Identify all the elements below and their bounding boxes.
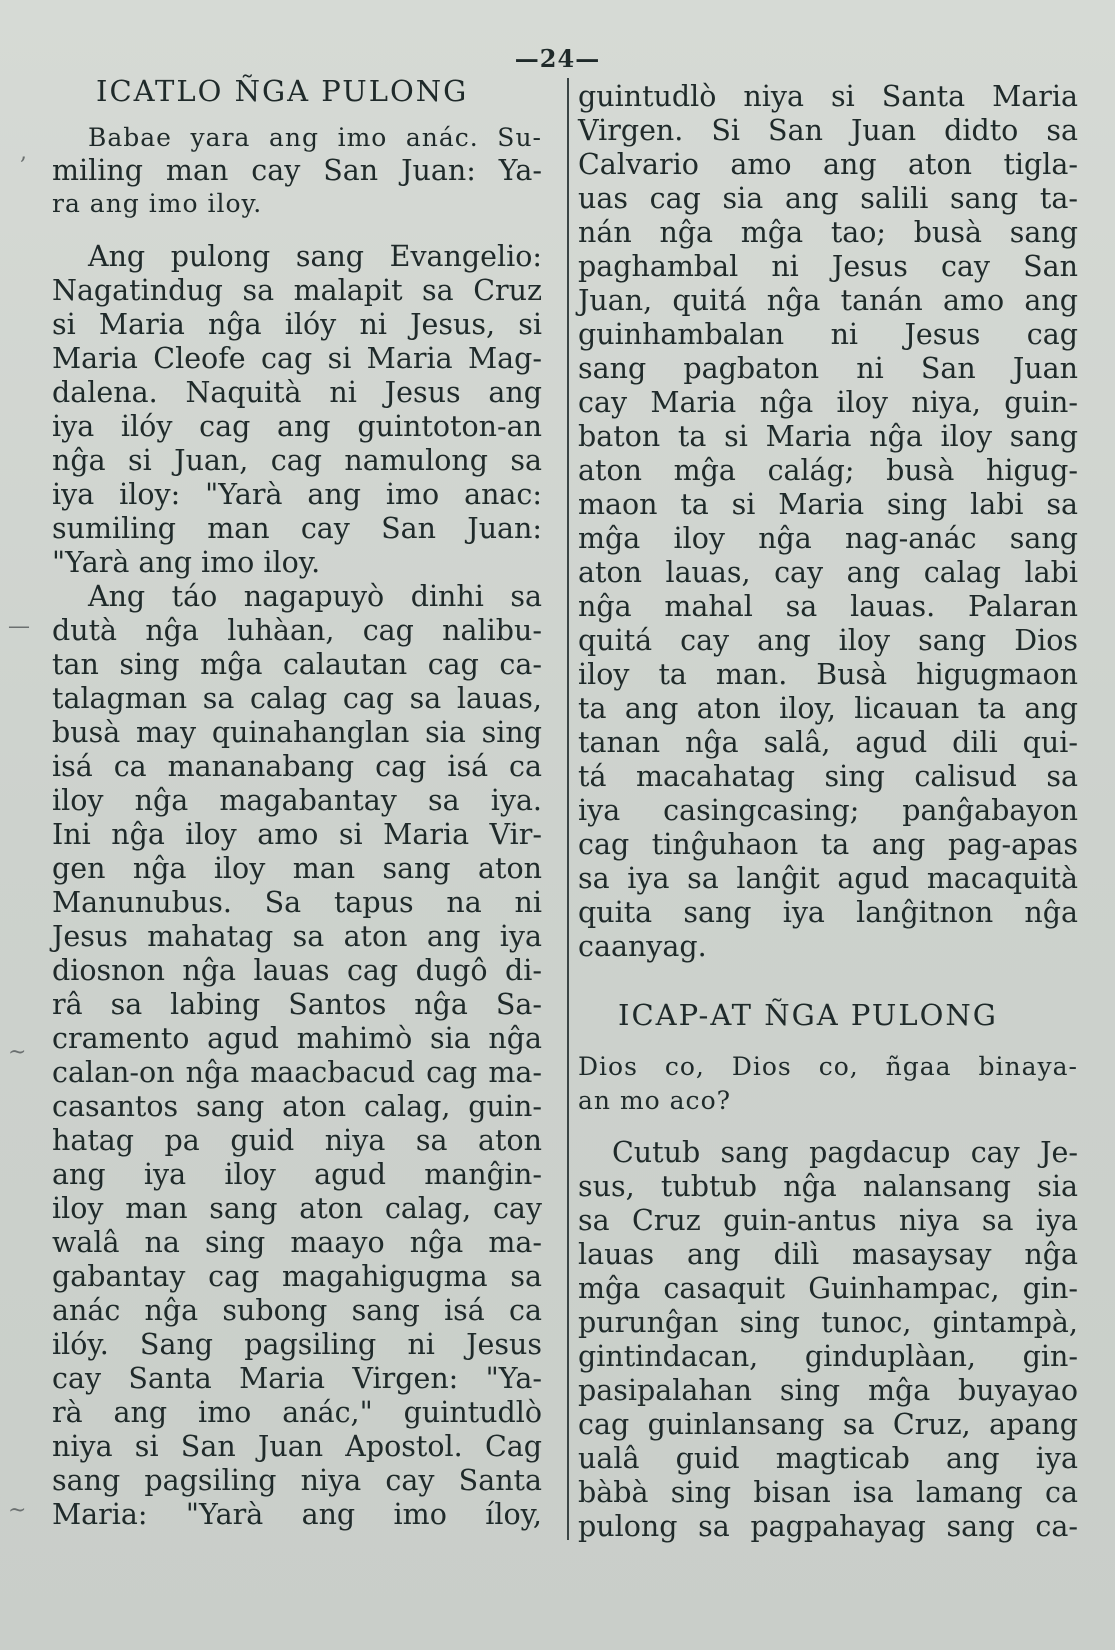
text-line: diosnon nĝa lauas cag dugô di- (52, 954, 542, 987)
section-heading-icatlo: ICATLO ÑGA PULONG (96, 74, 469, 108)
text-line: dalena. Naquità ni Jesus ang (52, 376, 542, 409)
text-line: Maria: "Yarà ang imo íloy, (52, 1498, 542, 1531)
text-line: ualâ guid magticab ang iya (578, 1442, 1078, 1475)
text-line: tanan nĝa salâ, agud dili qui- (578, 726, 1078, 759)
text-line: nĝa mahal sa lauas. Palaran (578, 590, 1078, 623)
text-line: baton ta si Maria nĝa iloy sang (578, 420, 1078, 453)
epigraph-line: Dios co, Dios co, ñgaa binaya- (578, 1052, 1078, 1081)
text-line: aton lauas, cay ang calag labi (578, 556, 1078, 589)
text-line: râ sa labing Santos nĝa Sa- (52, 988, 542, 1021)
text-line: si Maria nĝa ilóy ni Jesus, si (52, 308, 542, 341)
text-line: nán nĝa mĝa tao; busà sang (578, 216, 1078, 249)
text-line: uas cag sia ang salili sang ta- (578, 182, 1078, 215)
text-line: bàbà sing bisan isa lamang ca (578, 1476, 1078, 1509)
text-line: iya casingcasing; panĝabayon (578, 794, 1078, 827)
margin-mark: — (8, 614, 30, 639)
text-line: casantos sang aton calag, guin- (52, 1090, 542, 1123)
text-line: cay Maria nĝa iloy niya, guin- (578, 386, 1078, 419)
text-line: gen nĝa iloy man sang aton (52, 852, 542, 885)
text-line: dutà nĝa luhàan, cag nalibu- (52, 614, 542, 647)
text-line: sang pagsiling niya cay Santa (52, 1464, 542, 1497)
text-line: cag tinĝuhaon ta ang pag-apas (578, 828, 1078, 861)
text-line: walâ na sing maayo nĝa ma- (52, 1226, 542, 1259)
text-line: Calvario amo ang aton tigla- (578, 148, 1078, 181)
text-line: gintindacan, ginduplàan, gin- (578, 1340, 1078, 1373)
text-line: sa Cruz guin-antus niya sa iya (578, 1204, 1078, 1237)
section-heading-icapat: ICAP-AT ÑGA PULONG (618, 998, 998, 1032)
text-line: purunĝan sing tunoc, gintampà, (578, 1306, 1078, 1339)
margin-mark: , (20, 140, 27, 165)
text-line: aton mĝa calág; busà higug- (578, 454, 1078, 487)
text-line: sumiling man cay San Juan: (52, 512, 542, 545)
text-line: tá macahatag sing calisud sa (578, 760, 1078, 793)
text-line: rà ang imo anác," guintudlò (52, 1396, 542, 1429)
text-line: sang pagbaton ni San Juan (578, 352, 1078, 385)
text-line: quitá cay ang iloy sang Dios (578, 624, 1078, 657)
text-line: cay Santa Maria Virgen: "Ya- (52, 1362, 542, 1395)
text-line: niya si San Juan Apostol. Cag (52, 1430, 542, 1463)
margin-mark: ~ (8, 1498, 27, 1523)
text-line: iya ilóy cag ang guintoton-an (52, 410, 542, 443)
text-line: calan-on nĝa maacbacud cag ma- (52, 1056, 542, 1089)
text-line: Cutub sang pagdacup cay Je- (612, 1136, 1078, 1169)
text-line: Juan, quitá nĝa tanán amo ang (578, 284, 1078, 317)
text-line: lauas ang dilì masaysay nĝa (578, 1238, 1078, 1271)
text-line: nĝa si Juan, cag namulong sa (52, 444, 542, 477)
margin-mark: ~ (8, 1040, 27, 1065)
text-line: iloy ta man. Busà higugmaon (578, 658, 1078, 691)
text-line: tan sing mĝa calautan cag ca- (52, 648, 542, 681)
text-line: Virgen. Si San Juan didto sa (578, 114, 1078, 147)
text-line: ta ang aton iloy, licauan ta ang (578, 692, 1078, 725)
epigraph-line: an mo aco? (578, 1086, 732, 1115)
text-line: iya iloy: "Yarà ang imo anac: (52, 478, 542, 511)
text-line: sus, tubtub nĝa nalansang sia (578, 1170, 1078, 1203)
text-line: guinhambalan ni Jesus cag (578, 318, 1078, 351)
text-line: caanyag. (578, 930, 707, 963)
text-line: paghambal ni Jesus cay San (578, 250, 1078, 283)
text-line: ilóy. Sang pagsiling ni Jesus (52, 1328, 542, 1361)
text-line: cramento agud mahimò sia nĝa (52, 1022, 542, 1055)
text-line: Jesus mahatag sa aton ang iya (52, 920, 542, 953)
text-line: busà may quinahanglan sia sing (52, 716, 542, 749)
text-line: pasipalahan sing mĝa buyayao (578, 1374, 1078, 1407)
text-line: pulong sa pagpahayag sang ca- (578, 1510, 1078, 1543)
text-line: guintudlò niya si Santa Maria (578, 80, 1078, 113)
text-line: iloy nĝa magabantay sa iya. (52, 784, 542, 817)
text-line: mĝa iloy nĝa nag-anác sang (578, 522, 1078, 555)
column-divider (567, 78, 569, 1540)
text-line: iloy man sang aton calag, cay (52, 1192, 542, 1225)
text-line: talagman sa calag cag sa lauas, (52, 682, 542, 715)
text-line: isá ca mananabang cag isá ca (52, 750, 542, 783)
text-line: gabantay cag magahigugma sa (52, 1260, 542, 1293)
text-line: sa iya sa lanĝit agud macaquità (578, 862, 1078, 895)
text-line: Nagatindug sa malapit sa Cruz (52, 274, 542, 307)
text-line: Ang pulong sang Evangelio: (88, 240, 542, 273)
text-line: Manunubus. Sa tapus na ni (52, 886, 542, 919)
text-line: "Yarà ang imo iloy. (52, 546, 321, 579)
text-line: quita sang iya lanĝitnon nĝa (578, 896, 1078, 929)
epigraph-line: ra ang imo iloy. (52, 189, 263, 218)
text-line: anác nĝa subong sang isá ca (52, 1294, 542, 1327)
text-line: mĝa casaquit Guinhampac, gin- (578, 1272, 1078, 1305)
text-line: Ini nĝa iloy amo si Maria Vir- (52, 818, 542, 851)
text-line: Ang táo nagapuyò dinhi sa (88, 580, 542, 613)
epigraph-line: Babae yara ang imo anác. Su- (88, 123, 542, 152)
text-line: hatag pa guid niya sa aton (52, 1124, 542, 1157)
text-line: Maria Cleofe cag si Maria Mag- (52, 342, 542, 375)
text-line: cag guinlansang sa Cruz, apang (578, 1408, 1078, 1441)
page-number: —24— (514, 44, 601, 73)
text-line: maon ta si Maria sing labi sa (578, 488, 1078, 521)
text-line: ang iya iloy agud manĝin- (52, 1158, 542, 1191)
epigraph-line: miling man cay San Juan: Ya- (52, 154, 542, 187)
